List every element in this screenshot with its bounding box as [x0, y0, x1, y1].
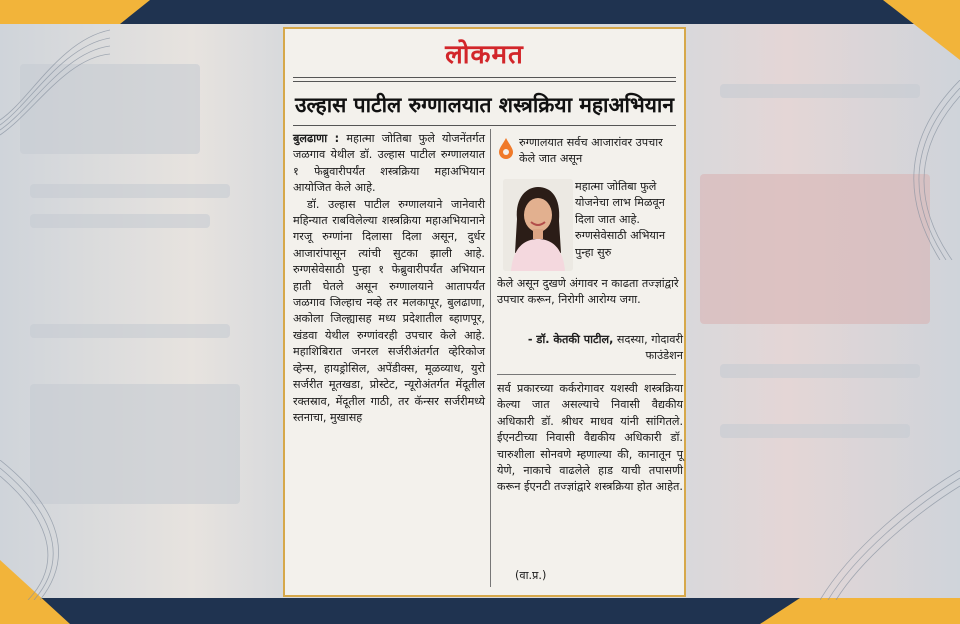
newspaper-clipping — [283, 27, 686, 597]
article-headline: उल्हास पाटील रुग्णालयात शस्त्रक्रिया महाअभियान — [294, 93, 675, 117]
quote-text-middle: महात्मा जोतिबा फुले योजनेचा लाभ मिळवून दिला जात आहे. रुग्णसेवेसाठी अभियान पुन्हा सुरु — [575, 180, 666, 259]
quote-text-bottom: केले असून दुखणे अंगावर न काढता तज्ज्ञांद्वारे उपचार करून, निरोगी आरोग्य जगा. — [497, 277, 679, 307]
column-divider — [490, 129, 491, 587]
blur-block — [30, 324, 230, 338]
quote-separator — [497, 374, 676, 375]
headline-rule — [293, 125, 676, 126]
wave-lines-decoration — [880, 80, 960, 260]
masthead-rule — [293, 77, 676, 78]
source-credit: (वा.प्र.) — [515, 569, 547, 582]
paragraph-1-text: महात्मा जोतिबा फुले योजनेंतर्गत जळगाव येथील डॉ. उल्हास पाटील रुग्णालयात १ फेब्रुवारीपर्यंत शस्त्रक्रिया महाअभियान आयोजित केले आहे. — [293, 132, 485, 195]
wave-lines-decoration — [0, 460, 90, 600]
blur-block — [30, 184, 230, 198]
blur-block — [720, 364, 920, 378]
portrait-photo — [503, 179, 573, 271]
masthead-logo: लोकमत — [445, 40, 524, 70]
quote-text-top: रुग्णालयात सर्वच आजारांवर उपचार केले जात असून — [519, 136, 663, 166]
dateline: बुलढाणा : — [293, 132, 340, 145]
quote-attribution — [497, 332, 683, 365]
article-paragraph: डॉ. उल्हास पाटील रुग्णालयाने जानेवारी महिन्यात राबविलेल्या शस्त्रक्रिया महाअभियानाने गरजू रुग्णांना दिलासा दिला असून, दुर्धर आजारांपासून त्यांची सुटका झाली आहे. रुग्णसेवेसाठी पुन्हा १ फेब्रुवारीपर्यंत अभियान हाती घेतले असून रुग्णालयाने आतापर्यंत जळगाव जिल्हाच नव्हे तर मलकापूर, बुलढाणा, अकोला जिल्ह्यासह मध्य प्रदेशातील ब्हाणपूर, खंडवा येथील रुग्णांवरही उपचार केले आहे. महाशिबिरात जनरल सर्जरीअंतर्गत व्हेरिकोज व्हेन्स, हायड्रोसिल, अपेंडीक्स, मूळव्याध, युरो सर्जरीत मूतखडा, प्रोस्टेट, न्यूरोअंतर्गत मेंदूतील रक्तस्राव, मेंदूतील गाठी, तर कॅन्सर सर्जरीमध्ये स्तनाचा, मुखासह — [293, 197, 485, 424]
wave-lines-decoration — [0, 20, 110, 140]
blur-block — [720, 424, 910, 438]
blur-block — [30, 214, 210, 228]
attribution-role: सदस्या, गोदावरी फाउंडेशन — [613, 333, 683, 363]
masthead — [285, 35, 684, 73]
woman-portrait-image — [503, 179, 573, 271]
article-column-left — [293, 131, 485, 426]
article-paragraph — [293, 131, 485, 197]
masthead-rule — [293, 81, 676, 82]
article-paragraph: सर्व प्रकारच्या कर्करोगावर यशस्वी शस्त्रक्रिया केल्या जात असल्याचे निवासी वैद्यकीय अधिकारी डॉ. श्रीधर माधव यांनी सांगितले. ईएनटीच्या निवासी वैद्यकीय अधिकारी डॉ. चारुशीला सोनवणे म्हणाल्या की, कानातून पू येणे, नाकाचे वाढलेले हाड याची तपासणी करून ईएनटी तज्ज्ञांद्वारे शस्त्रक्रिया होत आहेत. — [497, 382, 683, 494]
attribution-name: - डॉ. केतकी पाटील, — [527, 333, 614, 346]
wave-lines-decoration — [820, 470, 960, 600]
quote-drop-icon — [497, 137, 515, 159]
